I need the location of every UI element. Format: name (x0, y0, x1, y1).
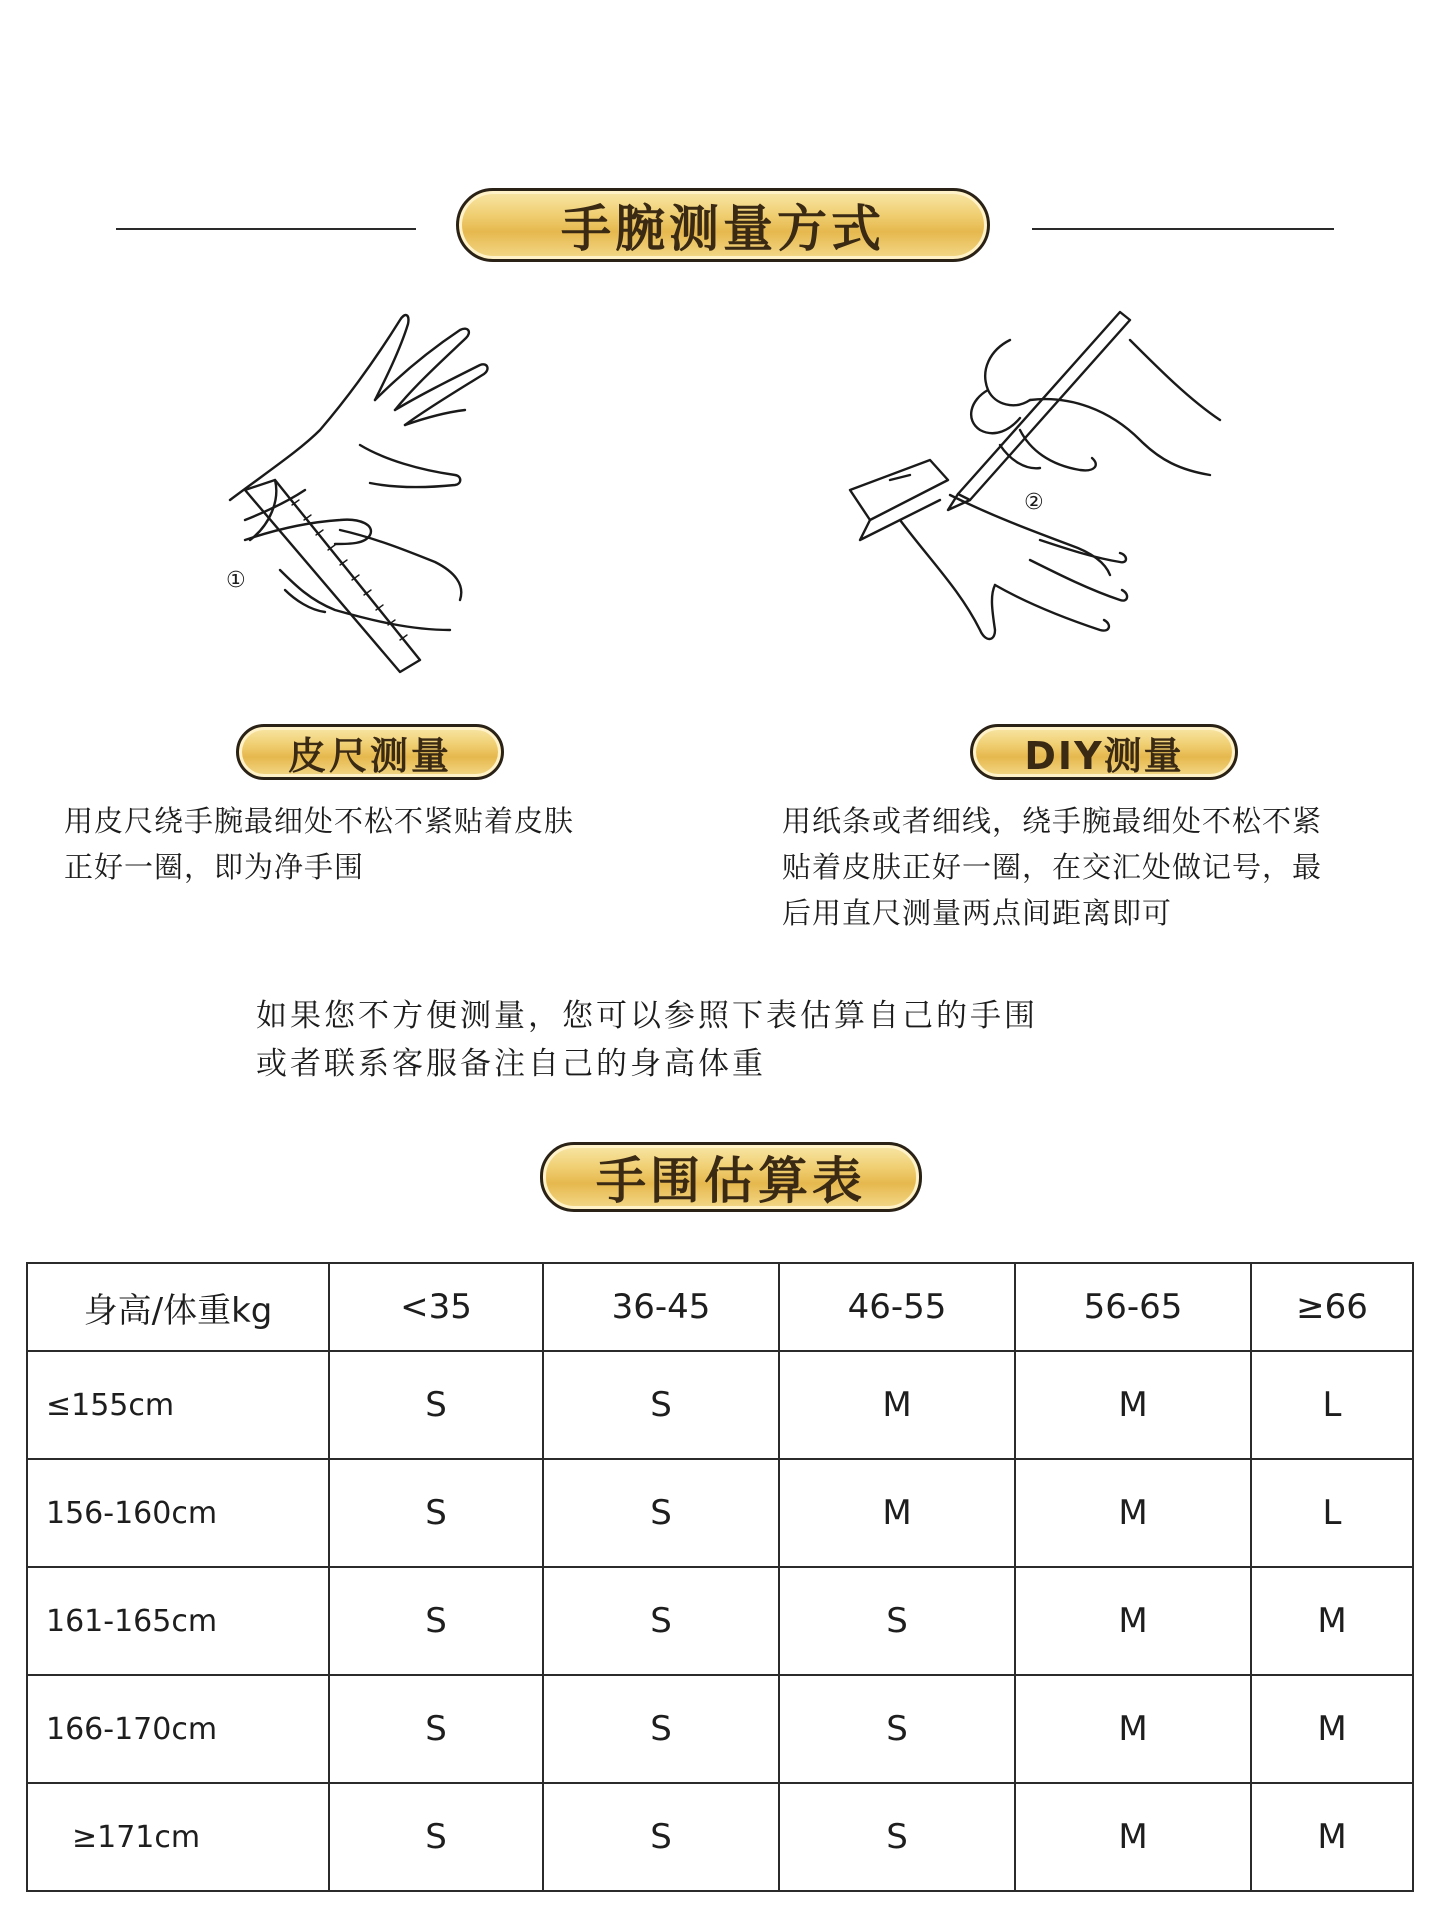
corner-cell: 身高/体重kg (27, 1263, 329, 1351)
size-table (26, 1262, 1414, 1892)
height-cell: 166-170cm (27, 1675, 329, 1783)
size-cell: S (543, 1459, 779, 1567)
size-cell: M (1015, 1675, 1251, 1783)
method-marker-2: ② (1024, 490, 1044, 515)
description-line: 正好一圈，即为净手围 (64, 850, 365, 884)
size-cell: M (1015, 1351, 1251, 1459)
weight-column-header: 36-45 (543, 1263, 779, 1351)
size-table-title: 手围估算表 (596, 1152, 866, 1210)
weight-column-header: 46-55 (779, 1263, 1015, 1351)
size-cell: M (1015, 1783, 1251, 1891)
size-cell: S (779, 1675, 1015, 1783)
size-cell: L (1251, 1459, 1413, 1567)
description-line: 用纸条或者细线，绕手腕最细处不松不紧 (782, 804, 1323, 838)
description-line: 贴着皮肤正好一圈，在交汇处做记号，最 (782, 850, 1323, 884)
tape-measure-illustration (200, 300, 520, 680)
height-cell: ≥171cm (27, 1783, 329, 1891)
tape-measure-badge (236, 724, 504, 780)
table-row (27, 1675, 1413, 1783)
height-cell: 156-160cm (27, 1459, 329, 1567)
size-cell: S (543, 1783, 779, 1891)
table-header-row (27, 1263, 1413, 1351)
size-cell: S (543, 1675, 779, 1783)
size-cell: S (779, 1567, 1015, 1675)
weight-column-header: 56-65 (1015, 1263, 1251, 1351)
size-cell: S (329, 1459, 543, 1567)
tape-measure-description (64, 798, 704, 890)
size-cell: S (329, 1675, 543, 1783)
weight-column-header: <35 (329, 1263, 543, 1351)
header-rule-left (116, 228, 416, 230)
method-marker-1: ① (226, 568, 246, 593)
size-cell: M (1251, 1567, 1413, 1675)
table-row (27, 1783, 1413, 1891)
tape-measure-label: 皮尺测量 (287, 733, 452, 778)
note-line: 如果您不方便测量，您可以参照下表估算自己的手围 (256, 998, 1038, 1034)
size-cell: S (543, 1351, 779, 1459)
weight-column-header: ≥66 (1251, 1263, 1413, 1351)
header-rule-right (1032, 228, 1334, 230)
size-cell: M (1251, 1783, 1413, 1891)
description-line: 用皮尺绕手腕最细处不松不紧贴着皮肤 (64, 804, 575, 838)
size-cell: M (1015, 1567, 1251, 1675)
size-cell: S (779, 1783, 1015, 1891)
size-cell: M (1015, 1459, 1251, 1567)
note-line: 或者联系客服备注自己的身高体重 (256, 1046, 766, 1082)
diy-measure-description (782, 798, 1432, 936)
page-title-badge (456, 188, 990, 262)
height-cell: ≤155cm (27, 1351, 329, 1459)
size-cell: M (779, 1459, 1015, 1567)
height-cell: 161-165cm (27, 1567, 329, 1675)
estimate-note (256, 992, 1256, 1088)
size-table-title-badge (540, 1142, 922, 1212)
size-cell: M (1251, 1675, 1413, 1783)
diy-measure-badge (970, 724, 1238, 780)
table-row (27, 1567, 1413, 1675)
diy-measure-label: DIY测量 (1024, 733, 1184, 778)
size-cell: S (329, 1567, 543, 1675)
size-cell: L (1251, 1351, 1413, 1459)
table-row (27, 1351, 1413, 1459)
size-cell: S (543, 1567, 779, 1675)
size-cell: M (779, 1351, 1015, 1459)
description-line: 后用直尺测量两点间距离即可 (782, 896, 1173, 930)
size-cell: S (329, 1783, 543, 1891)
size-cell: S (329, 1351, 543, 1459)
table-row (27, 1459, 1413, 1567)
page-title: 手腕测量方式 (561, 200, 885, 258)
